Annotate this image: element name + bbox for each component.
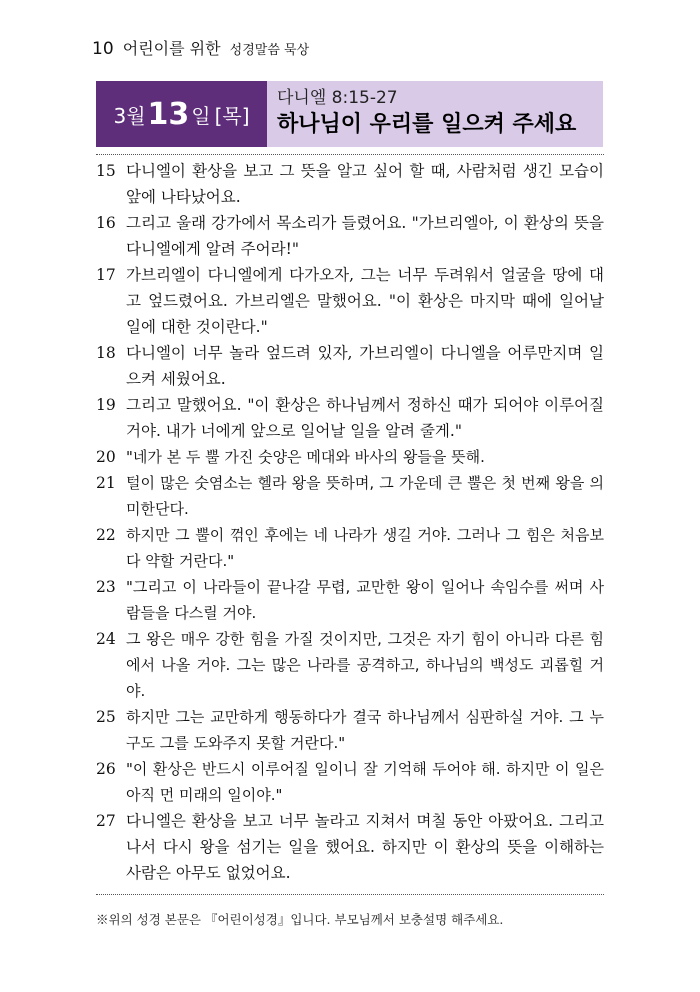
verse-number: 20 bbox=[96, 448, 116, 466]
verse-number: 19 bbox=[96, 396, 116, 414]
verse-number: 25 bbox=[96, 708, 116, 726]
verse-text: "이 환상은 반드시 이루어질 일이니 잘 기억해 두어야 해. 하지만 이 일은 아직 먼 미래의 일이야." bbox=[126, 760, 604, 804]
verse-number: 17 bbox=[96, 266, 116, 284]
bottom-divider bbox=[96, 894, 604, 895]
running-head bbox=[92, 36, 309, 59]
page-number: 10 bbox=[92, 39, 114, 59]
verse bbox=[96, 756, 604, 808]
verse-number: 15 bbox=[96, 162, 116, 180]
verse bbox=[96, 210, 604, 262]
verse-text: 털이 많은 숫염소는 헬라 왕을 뜻하며, 그 가운데 큰 뿔은 첫 번째 왕을 의미한단다. bbox=[126, 474, 604, 518]
verse bbox=[96, 808, 604, 886]
verse-text: "그리고 이 나라들이 끝나갈 무렵, 교만한 왕이 일어나 속임수를 써며 사람들을 다스릴 거야. bbox=[126, 578, 604, 622]
verse bbox=[96, 574, 604, 626]
footnote: ※위의 성경 본문은 『어린이성경』입니다. 부모님께서 보충설명 해주세요. bbox=[96, 912, 504, 927]
verse-text: 하지만 그는 교만하게 행동하다가 결국 하나님께서 심판하실 거야. 그 누구도 그를 도와주지 못할 거란다." bbox=[126, 708, 604, 752]
day-unit: 일 bbox=[191, 103, 211, 128]
book-title: 어린이를 위한 bbox=[122, 39, 221, 58]
verse-number: 26 bbox=[96, 760, 116, 778]
top-divider bbox=[96, 154, 604, 155]
date-box bbox=[96, 81, 267, 147]
verse bbox=[96, 392, 604, 444]
devotion-title: 하나님이 우리를 일으켜 주세요 bbox=[277, 112, 577, 137]
verse-text: 하지만 그 뿔이 꺾인 후에는 네 나라가 생길 거야. 그러나 그 힘은 처음보다 약할 거란다." bbox=[126, 526, 604, 570]
title-box bbox=[267, 81, 603, 147]
day: 13 bbox=[147, 96, 190, 132]
verse-number: 22 bbox=[96, 526, 116, 544]
verse-text: 그리고 울래 강가에서 목소리가 들렸어요. "가브리엘아, 이 환상의 뜻을 다니엘에게 알려 주어라!" bbox=[126, 214, 604, 258]
weekday: [목] bbox=[214, 103, 250, 128]
verse-number: 16 bbox=[96, 214, 116, 232]
verse bbox=[96, 158, 604, 210]
book-subtitle: 성경말씀 묵상 bbox=[229, 43, 310, 58]
verse bbox=[96, 626, 604, 704]
verse bbox=[96, 444, 604, 470]
verse-text: 가브리엘이 다니엘에게 다가오자, 그는 너무 두려워서 얼굴을 땅에 대고 엎드렸어요. 가브리엘은 말했어요. "이 환상은 마지막 때에 일어날 일에 대한 것이란다." bbox=[126, 266, 604, 336]
verse-text: 그리고 말했어요. "이 환상은 하나님께서 정하신 때가 되어야 이루어질 거야. 내가 너에게 앞으로 일어날 일을 알려 줄게." bbox=[126, 396, 604, 440]
verse-number: 21 bbox=[96, 474, 116, 492]
verse-text: 다니엘은 환상을 보고 너무 놀라고 지쳐서 며칠 동안 아팠어요. 그리고 나서 다시 왕을 섬기는 일을 했어요. 하지만 이 환상의 뜻을 이해하는 사람은 아무도 없었어요. bbox=[126, 812, 604, 882]
verse bbox=[96, 522, 604, 574]
verse-number: 23 bbox=[96, 578, 116, 596]
verse bbox=[96, 262, 604, 340]
verse bbox=[96, 704, 604, 756]
verse-text: 다니엘이 환상을 보고 그 뜻을 알고 싶어 할 때, 사람처럼 생긴 모습이 앞에 나타났어요. bbox=[126, 162, 604, 206]
verse-number: 18 bbox=[96, 344, 116, 362]
verse-text: 그 왕은 매우 강한 힘을 가질 것이지만, 그것은 자기 힘이 아니라 다른 힘에서 나올 거야. 그는 많은 나라를 공격하고, 하나님의 백성도 괴롭힐 거야. bbox=[126, 630, 604, 700]
verse-text: "네가 본 두 뿔 가진 숫양은 메대와 바사의 왕들을 뜻해. bbox=[126, 448, 485, 466]
verse-list bbox=[96, 158, 604, 886]
verse-number: 27 bbox=[96, 812, 116, 830]
month: 3월 bbox=[113, 103, 146, 128]
devotion-banner bbox=[96, 81, 603, 147]
scripture-reference: 다니엘 8:15-27 bbox=[277, 88, 398, 108]
verse-text: 다니엘이 너무 놀라 엎드려 있자, 가브리엘이 다니엘을 어루만지며 일으켜 세웠어요. bbox=[126, 344, 604, 388]
verse-number: 24 bbox=[96, 630, 116, 648]
verse bbox=[96, 470, 604, 522]
verse bbox=[96, 340, 604, 392]
